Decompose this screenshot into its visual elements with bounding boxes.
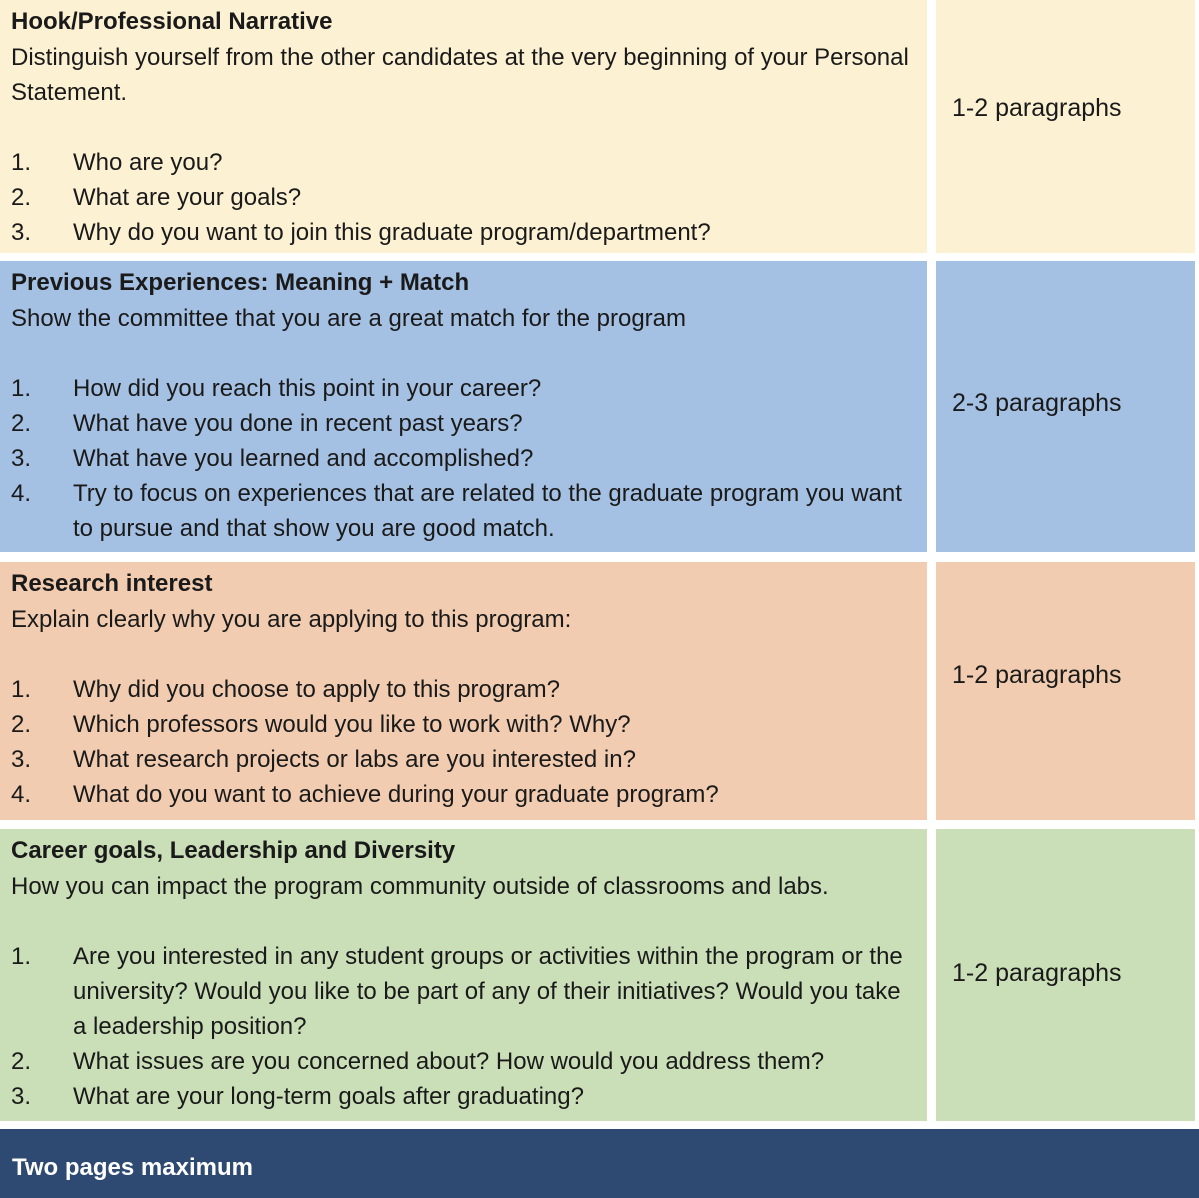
section-research-main (0, 562, 927, 820)
item-text: What have you done in recent past years? (73, 410, 523, 437)
question-list (11, 371, 916, 546)
item-number: 3. (11, 1083, 32, 1110)
item-number: 1. (11, 676, 32, 703)
item-number: 3. (11, 219, 32, 246)
section-description: Explain clearly why you are applying to this program: (11, 606, 572, 633)
paragraph-count: 2-3 paragraphs (952, 389, 1122, 417)
paragraph-count: 1-2 paragraphs (952, 959, 1122, 987)
list-item (11, 672, 916, 707)
paragraph-count: 1-2 paragraphs (952, 661, 1122, 689)
section-experiences-length-cell (936, 261, 1195, 552)
item-number: 3. (11, 445, 32, 472)
item-text: Try to focus on experiences that are related to the graduate program you want to pursue and that show you are good match. (73, 480, 902, 542)
item-text: What do you want to achieve during your graduate program? (73, 781, 719, 808)
section-description: Show the committee that you are a great match for the program (11, 305, 686, 332)
section-career-main (0, 829, 927, 1121)
list-item (11, 476, 916, 546)
section-title: Research interest (11, 570, 213, 597)
item-number: 4. (11, 480, 32, 507)
item-text: What have you learned and accomplished? (73, 445, 534, 472)
item-text: Which professors would you like to work with? Why? (73, 711, 631, 738)
list-item (11, 707, 916, 742)
item-text: What issues are you concerned about? How would you address them? (73, 1048, 825, 1075)
footer-banner (0, 1129, 1199, 1198)
section-career-length-cell (936, 829, 1195, 1121)
section-title: Hook/Professional Narrative (11, 8, 333, 35)
item-number: 1. (11, 375, 32, 402)
section-hook-main (0, 0, 927, 253)
section-description: How you can impact the program community outside of classrooms and labs. (11, 873, 829, 900)
item-number: 3. (11, 746, 32, 773)
item-text: What are your long-term goals after graduating? (73, 1083, 584, 1110)
list-item (11, 215, 916, 250)
item-text: Why did you choose to apply to this program? (73, 676, 560, 703)
item-text: What research projects or labs are you interested in? (73, 746, 636, 773)
item-number: 2. (11, 711, 32, 738)
list-item (11, 406, 916, 441)
list-item (11, 441, 916, 476)
list-item (11, 777, 916, 812)
list-item (11, 180, 916, 215)
item-number: 2. (11, 184, 32, 211)
list-item (11, 371, 916, 406)
list-item (11, 1044, 916, 1079)
item-text: Who are you? (73, 149, 223, 176)
paragraph-count: 1-2 paragraphs (952, 94, 1122, 122)
section-research-length-cell (936, 562, 1195, 820)
list-item (11, 939, 916, 1044)
list-item (11, 145, 916, 180)
page-limit-note: Two pages maximum (12, 1154, 253, 1181)
section-title: Previous Experiences: Meaning + Match (11, 269, 470, 296)
item-number: 2. (11, 1048, 32, 1075)
item-text: How did you reach this point in your career? (73, 375, 542, 402)
question-list (11, 939, 916, 1114)
list-item (11, 742, 916, 777)
list-item (11, 1079, 916, 1114)
item-number: 4. (11, 781, 32, 808)
section-hook-length-cell (936, 0, 1195, 253)
section-description: Distinguish yourself from the other candidates at the very beginning of your Personal Statement. (11, 44, 909, 106)
item-number: 2. (11, 410, 32, 437)
section-experiences-main (0, 261, 927, 552)
question-list (11, 672, 916, 812)
item-text: Why do you want to join this graduate program/department? (73, 219, 711, 246)
item-number: 1. (11, 943, 32, 970)
item-text: What are your goals? (73, 184, 302, 211)
item-number: 1. (11, 149, 32, 176)
section-title: Career goals, Leadership and Diversity (11, 837, 456, 864)
item-text: Are you interested in any student groups or activities within the program or the university? Would you like to be part of any of their initiatives? Would you take a leadership position? (73, 943, 903, 1040)
question-list (11, 145, 916, 250)
